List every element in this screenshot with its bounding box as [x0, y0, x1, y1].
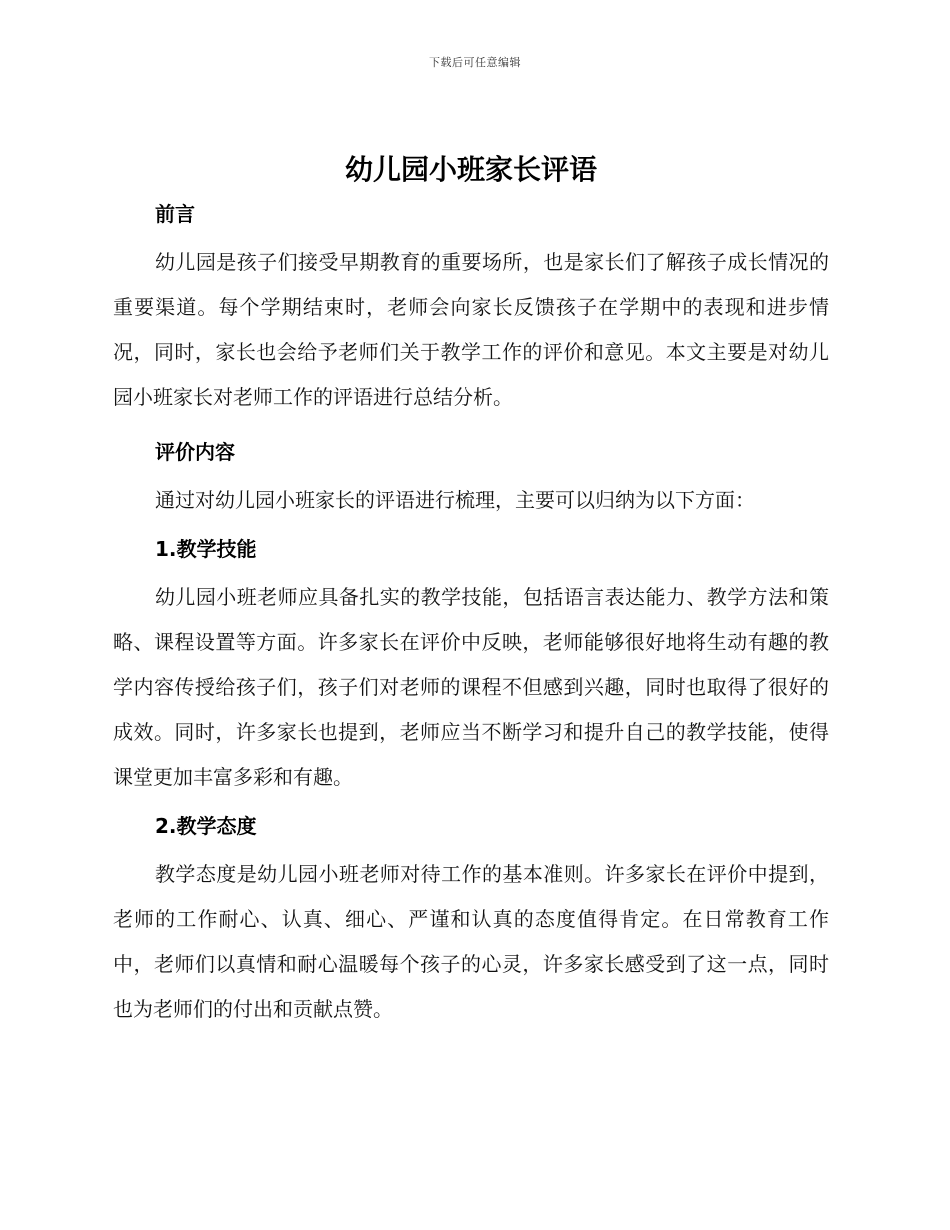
paragraph-evaluation: 通过对幼儿园小班家长的评语进行梳理，主要可以归纳为以下方面： [155, 488, 755, 512]
document-body [113, 148, 829, 1032]
document-title: 幼儿园小班家长评语 [344, 153, 597, 186]
header-note: 下载后可任意编辑 [429, 56, 521, 69]
paragraph-teaching-skills: 幼儿园小班老师应具备扎实的教学技能，包括语言表达能力、教学方法和策略、课程设置等方面。许多家长在评价中反映，老师能够很好地将生动有趣的教学内容传授给孩子们，孩子们对老师的课程不但感到兴趣，同时也取得了很好的成效。同时，许多家长也提到，老师应当不断学习和提升自己的教学技能，使得课堂更加丰富多彩和有趣。 [113, 585, 829, 789]
section-heading-teaching-skills: 1.教学技能 [155, 537, 257, 561]
section-heading-evaluation: 评价内容 [155, 440, 235, 464]
section-heading-preface: 前言 [155, 202, 195, 226]
spacer [113, 420, 829, 430]
paragraph-preface: 幼儿园是孩子们接受早期教育的重要场所，也是家长们了解孩子成长情况的重要渠道。每个学期结束时，老师会向家长反馈孩子在学期中的表现和进步情况，同时，家长也会给予老师们关于教学工作的评价和意见。本文主要是对幼儿园小班家长对老师工作的评语进行总结分析。 [113, 250, 829, 409]
paragraph-teaching-attitude: 教学态度是幼儿园小班老师对待工作的基本准则。许多家长在评价中提到，老师的工作耐心、认真、细心、严谨和认真的态度值得肯定。在日常教育工作中，老师们以真情和耐心温暖每个孩子的心灵，许多家长感受到了这一点，同时也为老师们的付出和贡献点赞。 [113, 862, 829, 1021]
section-heading-teaching-attitude: 2.教学态度 [155, 814, 257, 838]
